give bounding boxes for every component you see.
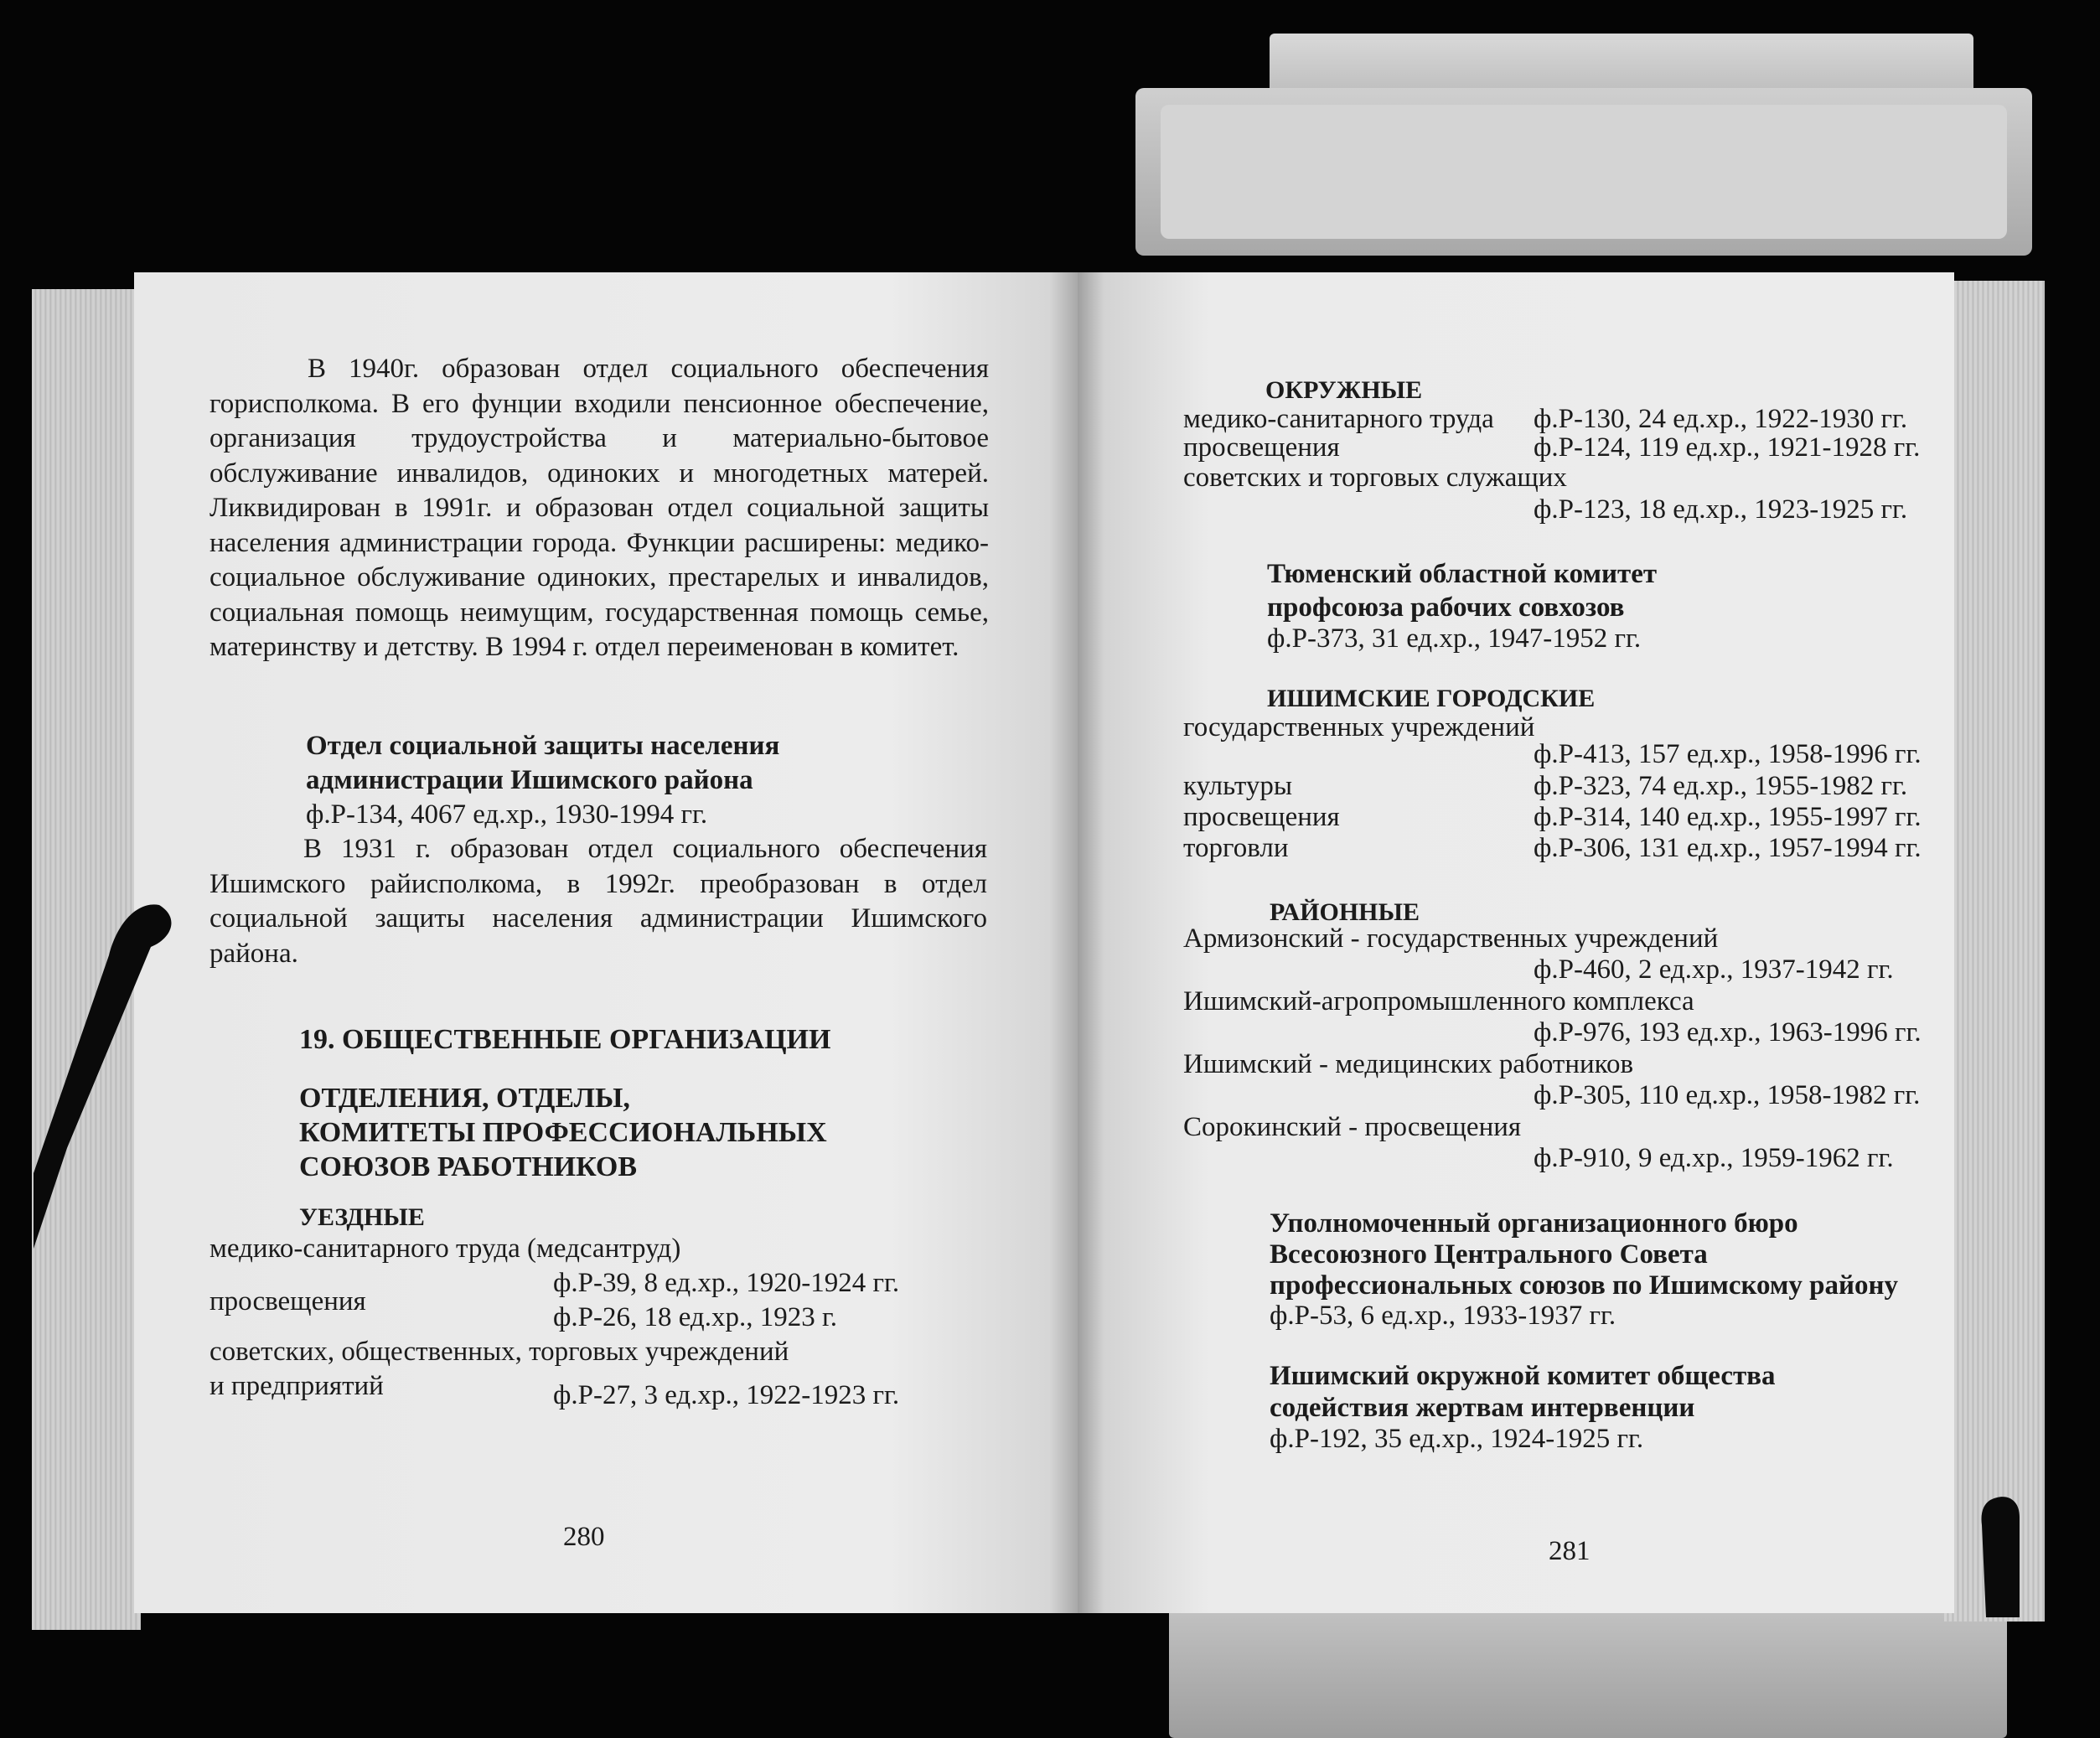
okr-heading: ОКРУЖНЫЕ bbox=[1265, 376, 1423, 404]
okr-label: просвещения bbox=[1183, 432, 1340, 463]
ribbon-bookmark bbox=[34, 897, 176, 1249]
uezd-fond: ф.Р-27, 3 ед.хр., 1922-1923 гг. bbox=[553, 1380, 900, 1410]
tyumen-title-line-1: Тюменский областной комитет bbox=[1267, 559, 1658, 589]
background-book-cover bbox=[1161, 105, 2007, 239]
uezd-heading: УЕЗДНЫЕ bbox=[299, 1203, 425, 1231]
uezd-label: медико-санитарного труда (медсантруд) bbox=[209, 1234, 681, 1264]
bookmark-tab bbox=[1973, 1492, 2024, 1617]
section-fond: ф.Р-134, 4067 ед.хр., 1930-1994 гг. bbox=[306, 799, 708, 830]
subchapter-title-line-2: КОМИТЕТЫ ПРОФЕССИОНАЛЬНЫХ bbox=[299, 1117, 827, 1148]
ishim-city-fond: ф.Р-413, 157 ед.хр., 1958-1996 гг. bbox=[1534, 739, 1922, 769]
rayon-fond: ф.Р-976, 193 ед.хр., 1963-1996 гг. bbox=[1534, 1017, 1922, 1047]
page-number: 280 bbox=[563, 1522, 605, 1552]
okr-fond: ф.Р-123, 18 ед.хр., 1923-1925 гг. bbox=[1534, 494, 1908, 525]
uezd-fond: ф.Р-26, 18 ед.хр., 1923 г. bbox=[553, 1302, 838, 1332]
okr-committee-fond: ф.Р-192, 35 ед.хр., 1924-1925 гг. bbox=[1270, 1424, 1644, 1454]
section-paragraph: В 1931 г. образован отдел социального обеспечения Ишимского райисполкома, в 1992г. преобразован в отдел социальной защиты населения администрации Ишимского района. bbox=[209, 834, 987, 969]
uezd-fond: ф.Р-39, 8 ед.хр., 1920-1924 гг. bbox=[553, 1268, 900, 1298]
intro-paragraph: В 1940г. образован отдел социального обеспечения горисполкома. В его фунции входили пенсионное обеспечение, организация трудоустройства и материально-бытовое обслуживание инвалидов, одиноких и многодетных матерей. Ликвидирован в 1991г. и образован отдел социальной защиты населения администрации города. Функции расширены: медико-социальное обслуживание одиноких, престарелых и инвалидов, социальная помощь неимущим, государственная помощь семье, материнству и детству. В 1994 г. отдел переименован в комитет. bbox=[209, 354, 989, 662]
right-page-edges bbox=[1944, 281, 2045, 1622]
bureau-fond: ф.Р-53, 6 ед.хр., 1933-1937 гг. bbox=[1270, 1301, 1616, 1331]
chapter-title: 19. ОБЩЕСТВЕННЫЕ ОРГАНИЗАЦИИ bbox=[299, 1024, 831, 1055]
ishim-city-label: торговли bbox=[1183, 833, 1289, 863]
tyumen-title-line-2: профсоюза рабочих совхозов bbox=[1267, 592, 1625, 623]
ishim-city-heading: ИШИМСКИЕ ГОРОДСКИЕ bbox=[1267, 685, 1596, 712]
subchapter-title-line-1: ОТДЕЛЕНИЯ, ОТДЕЛЫ, bbox=[299, 1083, 630, 1114]
ishim-city-fond: ф.Р-323, 74 ед.хр., 1955-1982 гг. bbox=[1534, 771, 1908, 801]
rayon-fond: ф.Р-460, 2 ед.хр., 1937-1942 гг. bbox=[1534, 954, 1894, 985]
bureau-title-line-3: профессиональных союзов по Ишимскому району bbox=[1270, 1270, 1899, 1301]
bureau-title-line-1: Уполномоченный организационного бюро bbox=[1270, 1208, 1798, 1239]
rayon-fond: ф.Р-305, 110 ед.хр., 1958-1982 гг. bbox=[1534, 1080, 1921, 1110]
okr-committee-title-line-2: содействия жертвам интервенции bbox=[1270, 1393, 1695, 1423]
uezd-label: просвещения bbox=[209, 1286, 366, 1316]
section-title-line-1: Отдел социальной защиты населения bbox=[306, 731, 780, 761]
okr-label: советских и торговых служащих bbox=[1183, 463, 1567, 493]
uezd-label: советских, общественных, торговых учреждений bbox=[209, 1337, 789, 1367]
okr-label: медико-санитарного труда bbox=[1183, 404, 1494, 434]
ishim-city-fond: ф.Р-314, 140 ед.хр., 1955-1997 гг. bbox=[1534, 802, 1922, 832]
rayon-label: Сорокинский - просвещения bbox=[1183, 1112, 1522, 1142]
rayon-label: Ишимский-агропромышленного комплекса bbox=[1183, 986, 1694, 1016]
okr-committee-title-line-1: Ишимский окружной комитет общества bbox=[1270, 1361, 1776, 1391]
okr-fond: ф.Р-124, 119 ед.хр., 1921-1928 гг. bbox=[1534, 432, 1921, 463]
page-number: 281 bbox=[1549, 1536, 1591, 1566]
rayon-heading: РАЙОННЫЕ bbox=[1270, 898, 1420, 926]
section-title-line-2: администрации Ишимского района bbox=[306, 765, 753, 795]
ishim-city-label: просвещения bbox=[1183, 802, 1340, 832]
bureau-title-line-2: Всесоюзного Центрального Совета bbox=[1270, 1239, 1708, 1270]
uezd-label: и предприятий bbox=[209, 1371, 384, 1401]
tyumen-fond: ф.Р-373, 31 ед.хр., 1947-1952 гг. bbox=[1267, 623, 1642, 654]
rayon-label: Армизонский - государственных учреждений bbox=[1183, 923, 1719, 954]
ishim-city-fond: ф.Р-306, 131 ед.хр., 1957-1994 гг. bbox=[1534, 833, 1922, 863]
subchapter-title-line-3: СОЮЗОВ РАБОТНИКОВ bbox=[299, 1151, 638, 1182]
ishim-city-label: государственных учреждений bbox=[1183, 712, 1535, 742]
rayon-fond: ф.Р-910, 9 ед.хр., 1959-1962 гг. bbox=[1534, 1143, 1894, 1173]
rayon-label: Ишимский - медицинских работников bbox=[1183, 1049, 1634, 1079]
okr-fond: ф.Р-130, 24 ед.хр., 1922-1930 гг. bbox=[1534, 404, 1908, 434]
ishim-city-label: культуры bbox=[1183, 771, 1293, 801]
